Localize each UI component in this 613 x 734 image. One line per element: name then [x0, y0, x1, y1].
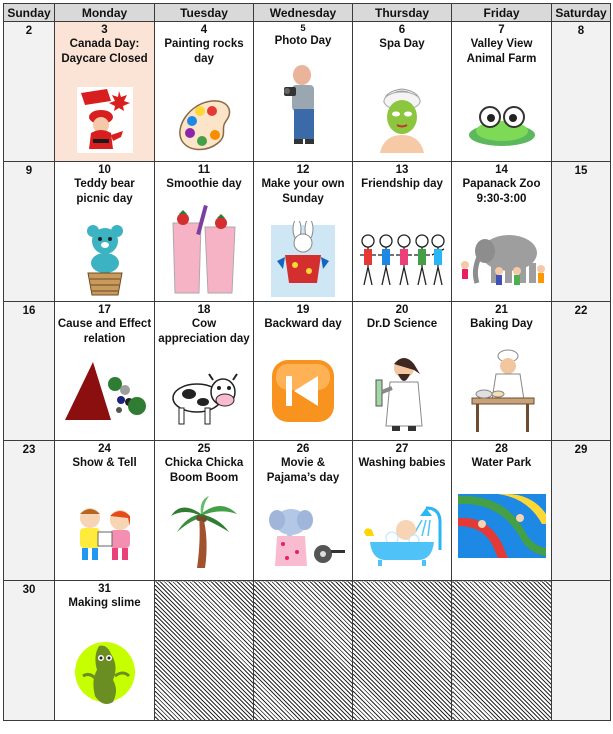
ramp-balls-icon	[63, 362, 147, 422]
teddy-bear-picnic-icon	[80, 223, 130, 297]
event-label: Baking Day	[470, 317, 533, 330]
day-number: 20	[395, 303, 409, 316]
day-number: 17	[98, 303, 111, 316]
event-label: Dr.D Science	[366, 317, 438, 330]
event-label: Friendship day	[361, 177, 443, 190]
week-row	[4, 441, 611, 581]
day-number: 22	[574, 304, 588, 317]
event-label: Photo Day	[274, 35, 332, 48]
day-number: 8	[577, 25, 585, 38]
slime-icon	[73, 636, 137, 710]
day-number: 26	[296, 443, 310, 456]
event-label: Making slime	[68, 597, 141, 610]
baker-icon	[468, 348, 536, 434]
day-number: 6	[398, 24, 406, 37]
day-number: 3	[101, 24, 108, 37]
event-label: Washing babies	[358, 457, 446, 470]
header-sunday: Sunday	[4, 4, 55, 22]
cow-icon	[169, 372, 239, 428]
day-cell	[4, 161, 55, 301]
day-cell	[55, 22, 155, 162]
canada-day-icon	[77, 87, 133, 153]
week-row	[4, 581, 611, 721]
empty-cell	[552, 581, 611, 721]
day-cell	[552, 161, 611, 301]
rewind-button-icon	[270, 358, 336, 424]
header-tuesday: Tuesday	[155, 4, 254, 22]
day-cell	[552, 301, 611, 441]
day-number: 28	[495, 443, 508, 456]
day-number: 27	[395, 443, 409, 456]
header-friday: Friday	[452, 4, 552, 22]
event-label: Movie & Pajama’s day	[266, 457, 340, 485]
white-rabbit-icon	[271, 221, 335, 297]
event-label: Water Park	[471, 457, 532, 470]
empty-cell	[353, 581, 452, 721]
day-cell	[4, 22, 55, 162]
day-number: 18	[197, 303, 211, 316]
header-saturday: Saturday	[552, 4, 611, 22]
empty-cell	[254, 581, 353, 721]
day-cell	[4, 581, 55, 721]
scientist-icon	[370, 354, 434, 432]
event-label: Teddy bear picnic day	[74, 177, 135, 205]
day-cell	[452, 22, 552, 162]
event-label: Painting rocks day	[164, 38, 244, 66]
elephant-kids-icon	[457, 231, 547, 287]
day-cell	[353, 22, 452, 162]
day-cell	[552, 22, 611, 162]
day-cell	[254, 22, 353, 162]
day-number: 23	[22, 444, 36, 457]
day-number: 30	[22, 584, 36, 597]
event-label: Canada Day: Daycare Closed	[61, 38, 148, 66]
event-label: Spa Day	[379, 38, 425, 51]
day-cell	[155, 441, 254, 581]
day-cell	[552, 441, 611, 581]
water-slide-icon	[458, 494, 546, 558]
day-cell	[353, 161, 452, 301]
day-number: 7	[498, 24, 505, 37]
friends-icon	[358, 231, 446, 287]
day-cell	[353, 441, 452, 581]
day-cell	[254, 441, 353, 581]
day-cell	[4, 301, 55, 441]
event-label: Cow appreciation day	[158, 317, 250, 345]
day-number: 31	[98, 583, 111, 596]
event-label: Chicka Chicka Boom Boom	[164, 457, 244, 485]
photographer-icon	[278, 63, 328, 149]
elephant-movie-icon	[261, 508, 345, 572]
day-number: 9	[25, 164, 33, 177]
event-label: Cause and Effect relation	[57, 317, 152, 345]
header-thursday: Thursday	[353, 4, 452, 22]
week-row	[4, 161, 611, 301]
day-cell	[155, 301, 254, 441]
baby-bath-icon	[362, 506, 442, 566]
day-cell	[254, 161, 353, 301]
day-number: 13	[395, 163, 409, 176]
event-label: Valley View Animal Farm	[466, 38, 537, 66]
kids-show-tell-icon	[70, 506, 140, 562]
paint-palette-icon	[172, 97, 236, 153]
day-number: 12	[296, 163, 310, 176]
day-number: 16	[22, 304, 36, 317]
day-number: 14	[495, 163, 508, 176]
header-wednesday: Wednesday	[254, 4, 353, 22]
day-cell	[155, 161, 254, 301]
header-monday: Monday	[55, 4, 155, 22]
day-number: 25	[197, 443, 211, 456]
day-cell	[55, 161, 155, 301]
event-label: Backward day	[264, 317, 342, 330]
day-number: 11	[197, 163, 211, 176]
day-cell	[353, 301, 452, 441]
day-cell	[452, 301, 552, 441]
week-row	[4, 22, 611, 162]
frog-icon	[467, 103, 537, 147]
weekday-header-row	[4, 4, 611, 22]
day-cell	[4, 441, 55, 581]
day-number: 10	[98, 163, 111, 176]
event-label: Smoothie day	[166, 177, 242, 190]
day-number: 19	[296, 303, 310, 316]
calendar-table	[3, 3, 611, 721]
week-row	[4, 301, 611, 441]
day-cell	[55, 581, 155, 721]
day-cell	[254, 301, 353, 441]
event-label: Show & Tell	[72, 457, 137, 470]
day-number: 21	[495, 303, 508, 316]
day-number: 24	[98, 443, 111, 456]
empty-cell	[452, 581, 552, 721]
event-label: Make your own Sunday	[261, 177, 345, 205]
day-cell	[452, 161, 552, 301]
empty-cell	[155, 581, 254, 721]
day-cell	[155, 22, 254, 162]
day-cell	[55, 441, 155, 581]
event-label: Papanack Zoo 9:30-3:00	[462, 177, 541, 205]
day-number: 15	[574, 164, 588, 177]
palm-tree-icon	[169, 496, 239, 568]
day-number: 5	[300, 23, 306, 35]
day-number: 29	[574, 444, 588, 457]
spa-face-mask-icon	[374, 81, 430, 153]
day-cell	[452, 441, 552, 581]
day-number: 2	[25, 25, 33, 38]
day-number: 4	[200, 24, 208, 37]
smoothie-icon	[169, 205, 239, 297]
day-cell	[55, 301, 155, 441]
